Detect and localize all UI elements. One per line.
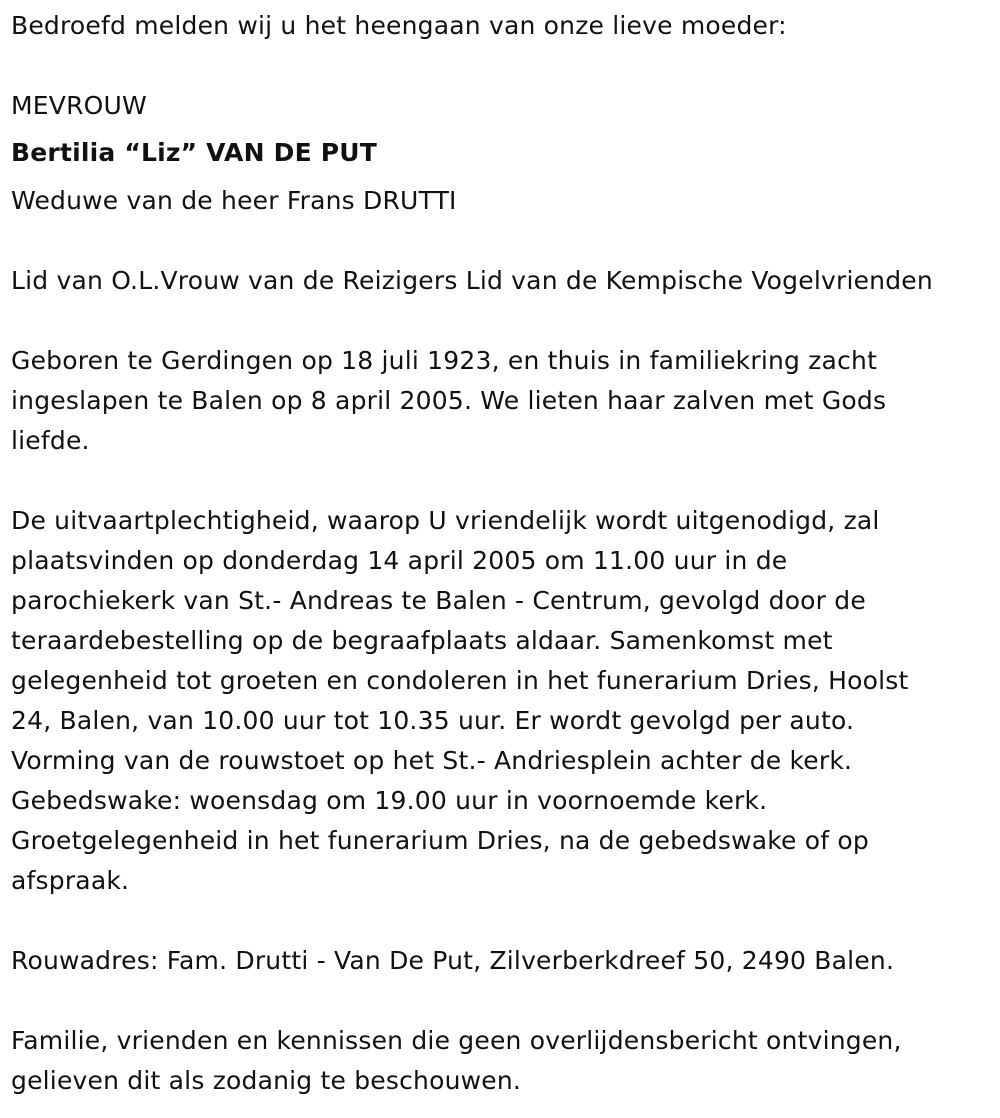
funeral-line: Gebedswake: woensdag om 19.00 uur in voornoemde kerk. [11,786,768,815]
memberships-line: Lid van O.L.Vrouw van de Reizigers Lid van de Kempische Vogelvrienden [11,266,933,295]
closing-line: gelieven dit als zodanig te beschouwen. [11,1066,522,1095]
funeral-line: afspraak. [11,866,130,895]
widow-line: Weduwe van de heer Frans DRUTTI [11,186,457,215]
salutation: MEVROUW [11,91,147,120]
funeral-line: parochiekerk van St.- Andreas te Balen - Centrum, gevolgd door de [11,586,866,615]
funeral-line: teraardebestelling op de begraafplaats aldaar. Samenkomst met [11,626,833,655]
funeral-line: De uitvaartplechtigheid, waarop U vriendelijk wordt uitgenodigd, zal [11,506,880,535]
funeral-line: 24, Balen, van 10.00 uur tot 10.35 uur. Er wordt gevolgd per auto. [11,706,855,735]
mourning-address: Rouwadres: Fam. Drutti - Van De Put, Zilverberkdreef 50, 2490 Balen. [11,946,895,975]
intro-text: Bedroefd melden wij u het heengaan van onze lieve moeder: [11,11,787,40]
funeral-line: Vorming van de rouwstoet op het St.- Andriesplein achter de kerk. [11,746,853,775]
birth-death-line: Geboren te Gerdingen op 18 juli 1923, en thuis in familiekring zacht [11,346,878,375]
funeral-line: gelegenheid tot groeten en condoleren in het funerarium Dries, Hoolst [11,666,909,695]
funeral-line: Groetgelegenheid in het funerarium Dries, na de gebedswake of op [11,826,869,855]
birth-death-line: liefde. [11,426,90,455]
funeral-line: plaatsvinden op donderdag 14 april 2005 om 11.00 uur in de [11,546,788,575]
birth-death-line: ingeslapen te Balen op 8 april 2005. We lieten haar zalven met Gods [11,386,887,415]
closing-line: Familie, vrienden en kennissen die geen overlijdensbericht ontvingen, [11,1026,902,1055]
deceased-name: Bertilia “Liz” VAN DE PUT [11,138,378,167]
